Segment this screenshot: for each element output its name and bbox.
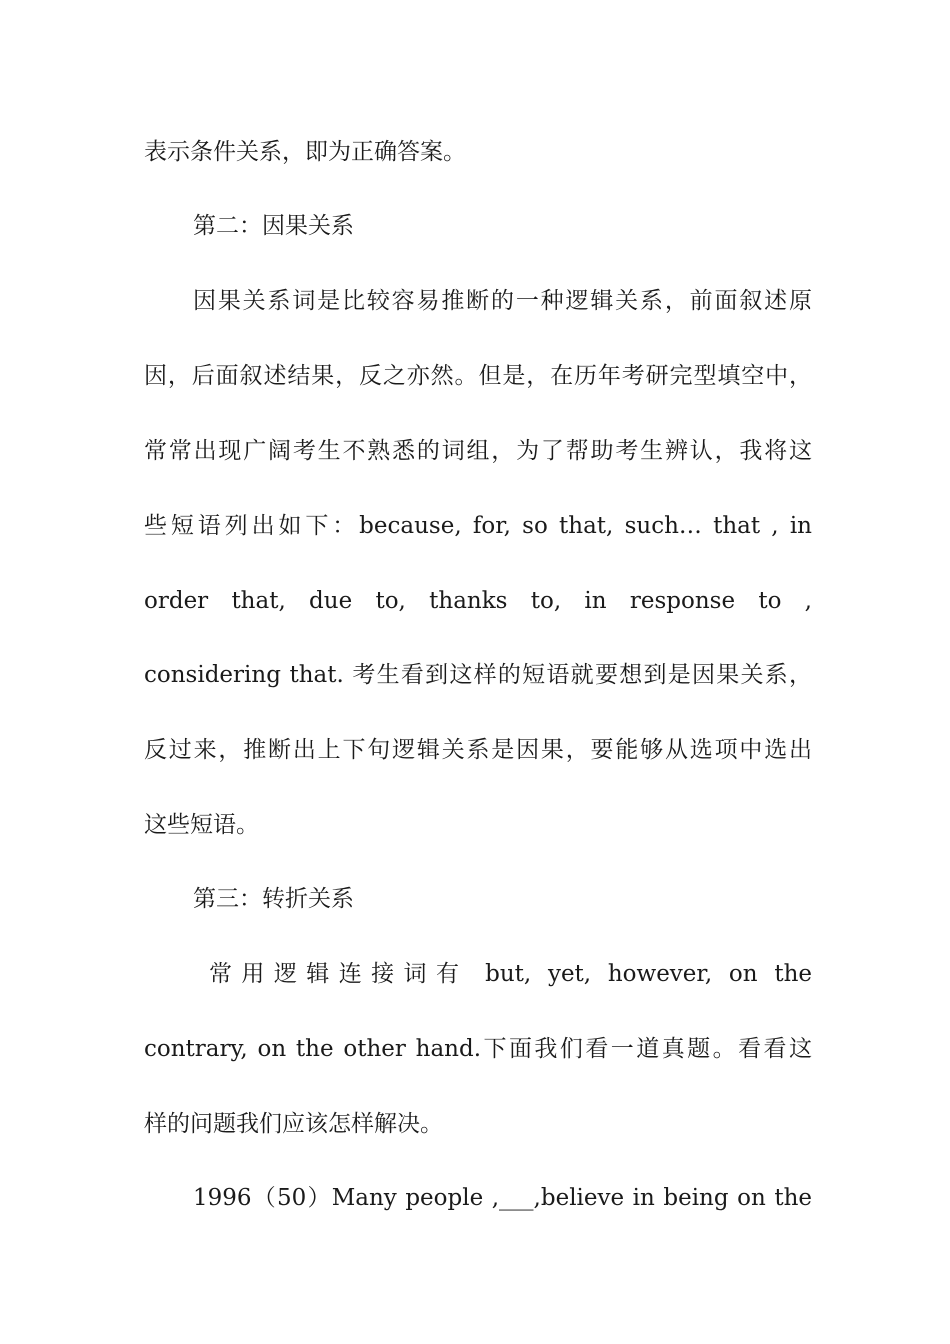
paragraph-line: 因果关系词是比较容易推断的一种逻辑关系，前面叙述原 (193, 288, 812, 314)
paragraph-line: 反过来，推断出上下句逻辑关系是因果，要能够从选项中选出 (144, 737, 812, 763)
section-heading: 第三：转折关系 (193, 886, 354, 912)
paragraph-line: 样的问题我们应该怎样解决。 (144, 1111, 443, 1137)
paragraph-line: contrary, on the other hand.下面我们看一道真题。看看这 (144, 1036, 812, 1062)
paragraph-line: 因，后面叙述结果，反之亦然。但是，在历年考研完型填空中， (144, 363, 812, 389)
paragraph-line: 常用逻辑连接词有 but, yet, however, on the (209, 961, 812, 987)
paragraph-line: 这些短语。 (144, 812, 259, 838)
paragraph-line: 1996（50）Many people ,___,believe in being on the (193, 1185, 812, 1211)
paragraph-line: 常常出现广阔考生不熟悉的词组，为了帮助考生辨认，我将这 (144, 438, 812, 464)
paragraph-line: 些短语列出如下：because, for, so that, such… that , in (144, 513, 812, 539)
paragraph-line: considering that. 考生看到这样的短语就要想到是因果关系， (144, 662, 812, 688)
paragraph-line: 表示条件关系，即为正确答案。 (144, 139, 466, 165)
section-heading: 第二：因果关系 (193, 213, 354, 239)
paragraph-line: order that, due to, thanks to, in response to , (144, 588, 812, 614)
